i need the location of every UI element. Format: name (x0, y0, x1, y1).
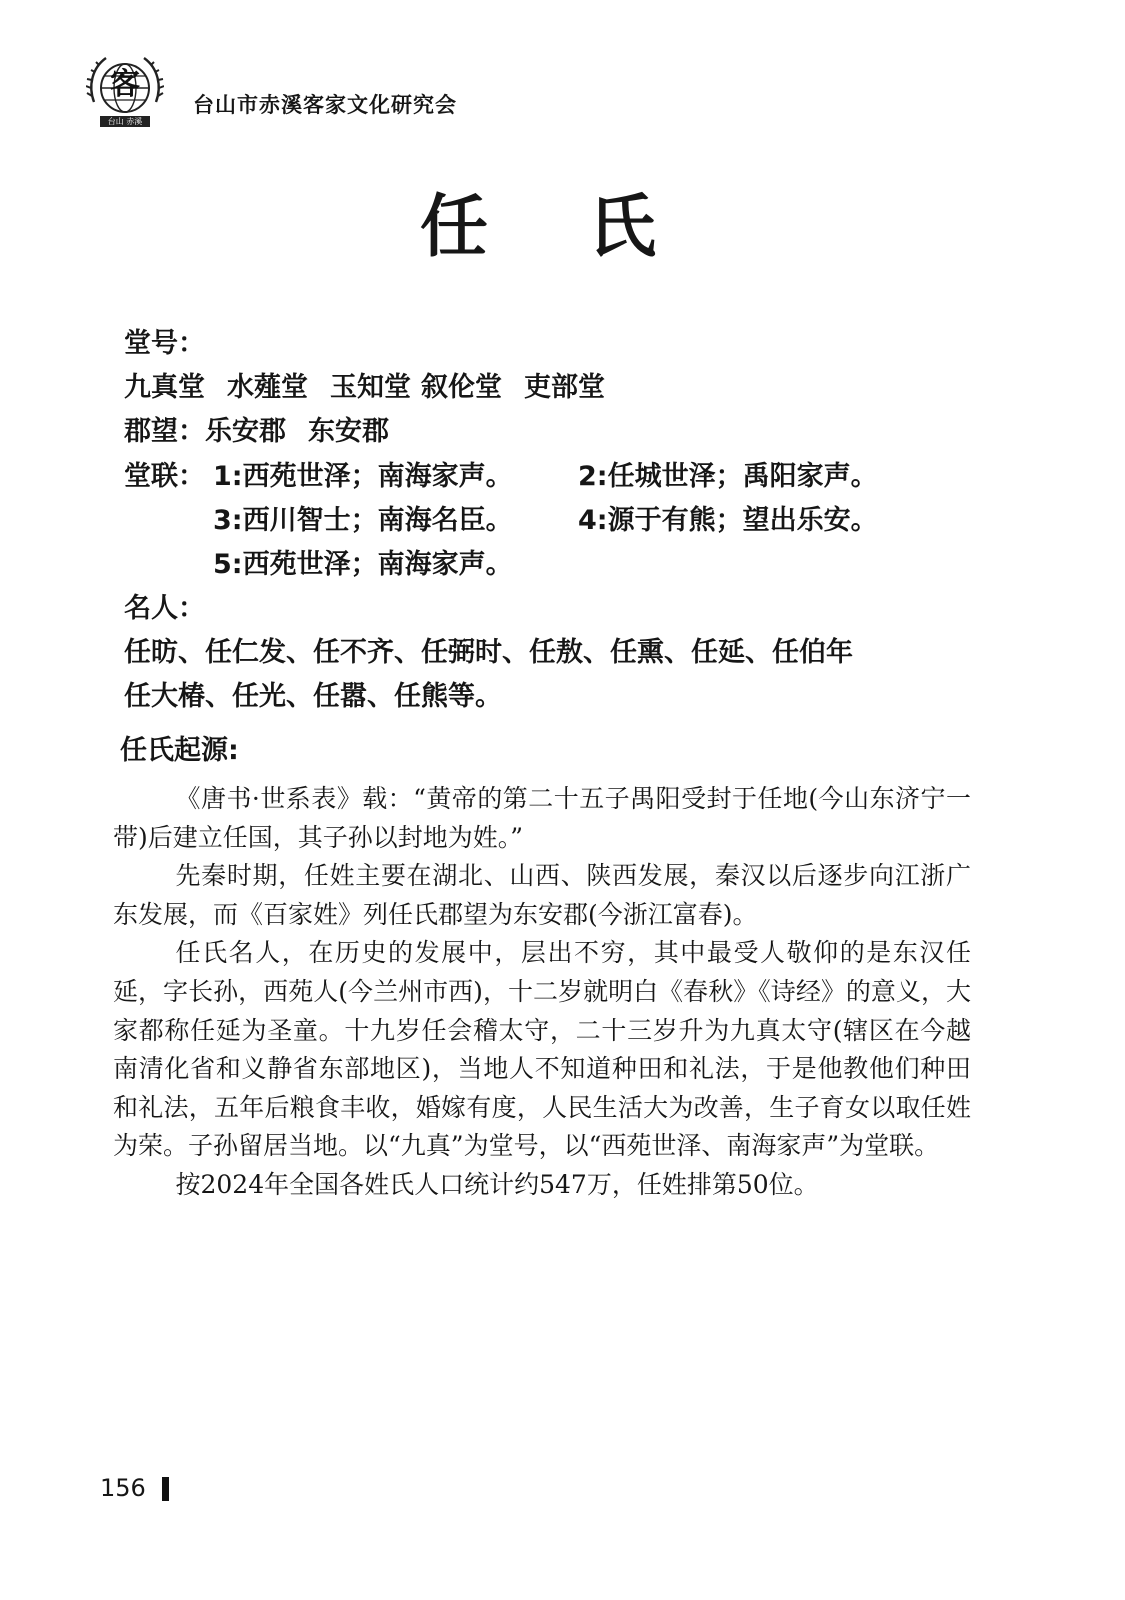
organization-name: 台山市赤溪客家文化研究会 (193, 93, 457, 117)
origin-paragraph: 任氏名人，在历史的发展中，层出不穷，其中最受人敬仰的是东汉任延，字长孙，西苑人(今兰州市西)，十二岁就明白《春秋》《诗经》的意义，大家都称任延为圣童。十九岁任会稽太守，二十三岁升为九真太守(辖区在今越南清化省和义静省东部地区)，当地人不知道种田和礼法，于是他教他们种田和礼法，五年后粮食丰收，婚嫁有度，人民生活大为改善，生子育女以取任姓为荣。子孙留居当地。以“九真”为堂号，以“西苑世泽、南海家声”为堂联。 (113, 938, 971, 1161)
couplet-item: 3:西川智士；南海名臣。 (213, 505, 513, 536)
famous-line-1: 任昉、任仁发、任不齐、任弼时、任敖、任熏、任延、任伯年 (124, 637, 853, 668)
page-title (0, 182, 1125, 272)
hall-name: 九真堂 (124, 372, 205, 403)
commandery-row (124, 410, 389, 454)
hall-name: 玉知堂 (330, 372, 411, 403)
halls-list (124, 366, 605, 410)
famous-label: 名人： (124, 593, 205, 624)
couplet-item: 4:源于有熊；望出乐安。 (578, 505, 878, 536)
title-char-1: 任 (420, 187, 489, 267)
origin-body (113, 780, 971, 1205)
logo-character: 客 (110, 67, 140, 102)
couplets-label: 堂联： (124, 461, 205, 492)
logo-ribbon-text: 台山 赤溪 (107, 117, 143, 126)
hall-name: 吏部堂 (524, 372, 605, 403)
title-char-2: 氏 (588, 187, 657, 267)
commandery-name: 乐安郡 (205, 416, 286, 447)
couplet-item: 2:任城世泽；禹阳家声。 (578, 461, 878, 492)
hall-name: 水薤堂 (227, 372, 308, 403)
origin-heading: 任氏起源: (120, 735, 239, 766)
origin-paragraph: 按2024年全国各姓氏人口统计约547万，任姓排第50位。 (175, 1169, 819, 1199)
page-number: 156 (100, 1474, 146, 1502)
couplet-item: 5:西苑世泽；南海家声。 (213, 549, 513, 580)
origin-paragraph: 《唐书·世系表》载：“黄帝的第二十五子禺阳受封于任地(今山东济宁一带)后建立任国，其子孙以封地为姓。” (113, 784, 971, 852)
page-number-bar (162, 1477, 169, 1501)
halls-label: 堂号： (124, 328, 205, 359)
famous-line-2: 任大椿、任光、任嚣、任熊等。 (124, 681, 502, 712)
origin-paragraph: 先秦时期，任姓主要在湖北、山西、陕西发展，秦汉以后逐步向江浙广东发展，而《百家姓》列任氏郡望为东安郡(今浙江富春)。 (113, 861, 971, 929)
hall-name: 叙伦堂 (421, 372, 502, 403)
commandery-label: 郡望： (124, 416, 205, 447)
commandery-name: 东安郡 (308, 416, 389, 447)
association-logo (86, 52, 164, 136)
couplet-item: 1:西苑世泽；南海家声。 (213, 461, 513, 492)
